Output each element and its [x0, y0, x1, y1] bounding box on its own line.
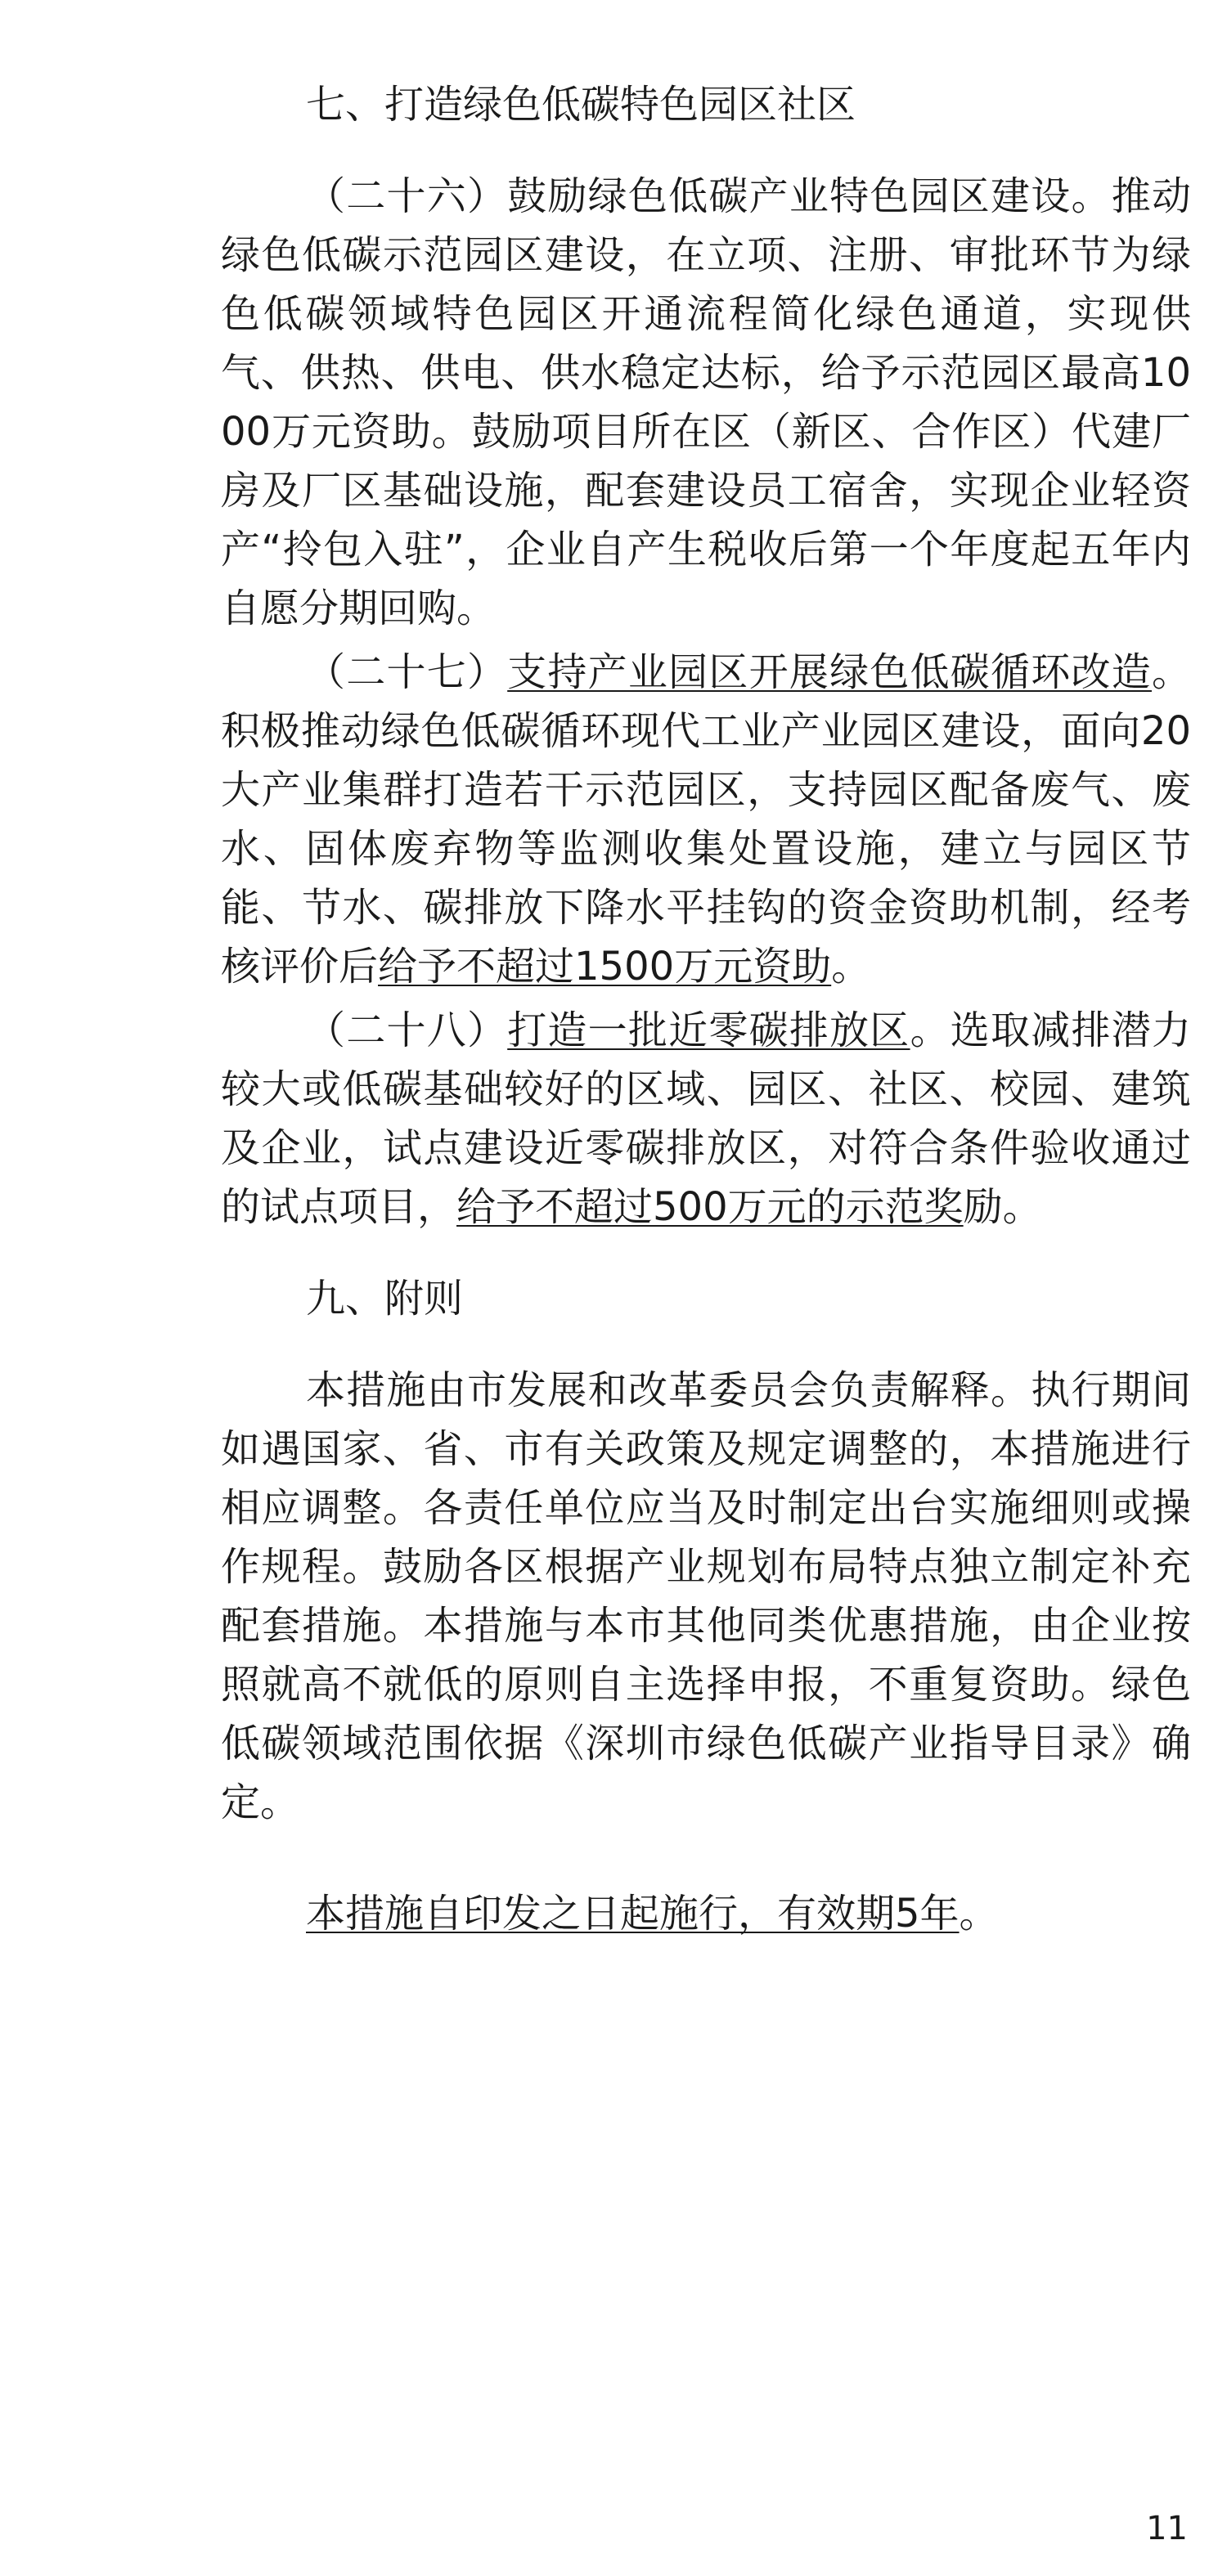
supplementary-provisions-paragraph [221, 1361, 1191, 1832]
clause-27-paragraph [221, 643, 1191, 996]
effective-date-end: 。 [959, 1891, 999, 1936]
clause-27-title: 支持产业园区开展绿色低碳循环改造 [507, 649, 1152, 695]
clause-27-lead: （二十七） [306, 649, 508, 695]
clause-27-end: 。 [831, 944, 871, 990]
clause-27-highlight: 给予不超过1500万元资助 [378, 944, 832, 990]
clause-28-lead: （二十八） [306, 1008, 508, 1053]
effective-date-text: 本措施自印发之日起施行，有效期5年 [306, 1891, 960, 1936]
effective-date-statement [221, 1884, 1191, 1943]
clause-28-paragraph [221, 1001, 1191, 1236]
clause-28-end: 励。 [963, 1184, 1042, 1230]
page-number: 11 [1146, 2510, 1188, 2547]
clause-28-highlight: 给予不超过500万元的示范奖 [456, 1184, 964, 1230]
clause-26-paragraph [221, 167, 1191, 638]
document-page [221, 75, 1191, 1943]
section-heading-nine: 九、附则 [306, 1276, 464, 1322]
clause-26-text: （二十六）鼓励绿色低碳产业特色园区建设。推动绿色低碳示范园区建设，在立项、注册、审批环节为绿色低碳领域特色园区开通流程简化绿色通道，实现供气、供热、供电、供水稳定达标，给予示范园区最高1000万元资助。鼓励项目所在区（新区、合作区）代建厂房及厂区基础设施，配套建设员工宿舍，实现企业轻资产“拎包入驻”，企业自产生税收后第一个年度起五年内自愿分期回购。 [221, 173, 1191, 631]
clause-28-body: 。选取减排潜力较大或低碳基础较好的区域、园区、社区、校园、建筑及企业，试点建设近零碳排放区，对符合条件验收通过的试点项目， [221, 1008, 1191, 1230]
supplementary-provisions-text: 本措施由市发展和改革委员会负责解释。执行期间如遇国家、省、市有关政策及规定调整的，本措施进行相应调整。各责任单位应当及时制定出台实施细则或操作规程。鼓励各区根据产业规划布局特点独立制定补充配套措施。本措施与本市其他同类优惠措施，由企业按照就高不就低的原则自主选择申报，不重复资助。绿色低碳领域范围依据《深圳市绿色低碳产业指导目录》确定。 [221, 1367, 1191, 1825]
clause-28-title: 打造一批近零碳排放区 [507, 1008, 910, 1053]
section-heading-seven: 七、打造绿色低碳特色园区社区 [306, 82, 856, 128]
clause-27-body: 。积极推动绿色低碳循环现代工业产业园区建设，面向20大产业集群打造若干示范园区，支持园区配备废气、废水、固体废弃物等监测收集处置设施，建立与园区节能、节水、碳排放下降水平挂钩的资金资助机制，经考核评价后 [221, 649, 1191, 990]
